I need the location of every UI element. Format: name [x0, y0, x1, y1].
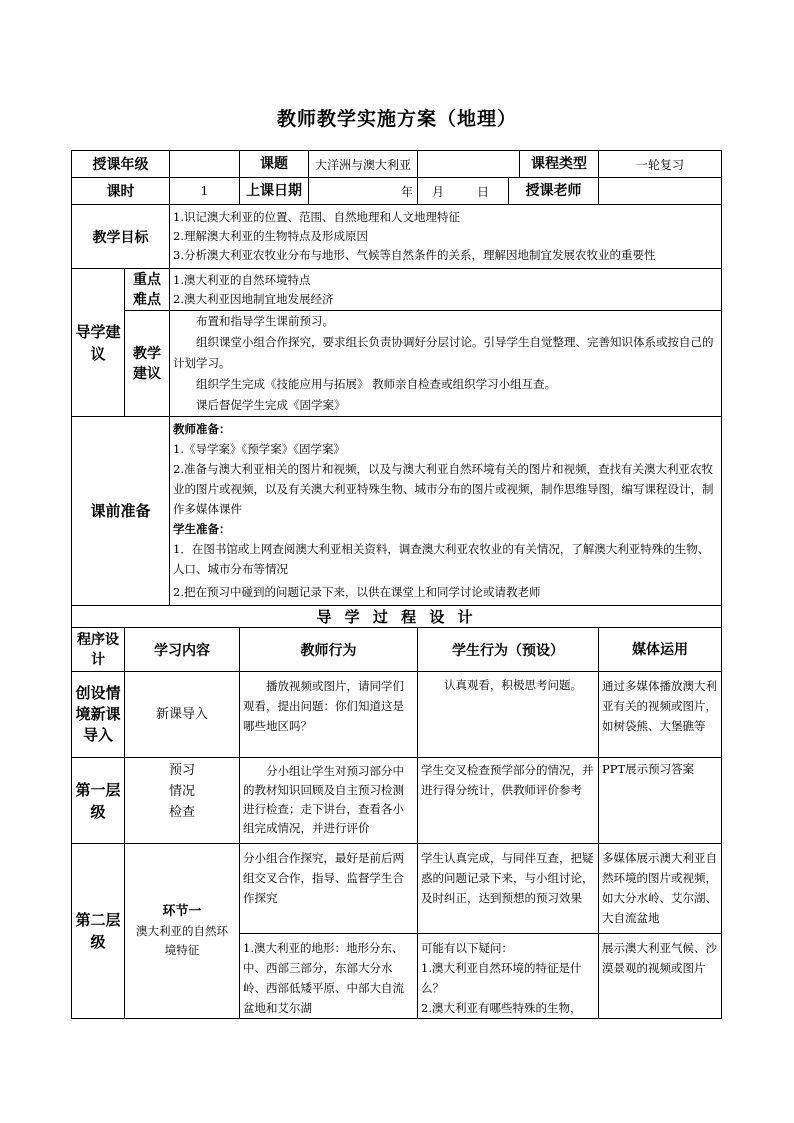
grade-value — [170, 151, 240, 178]
media-cell: 多媒体展示澳大利亚自然环境的图片或视频，如大分水岭、艾尔湖、大自流盆地 — [599, 844, 722, 934]
process-band-title: 导 学 过 程 设 计 — [72, 606, 722, 628]
program-cell: 第二层级 — [72, 844, 125, 1019]
date-month: 月 — [431, 184, 444, 199]
topic-value: 大洋洲与澳大利亚 — [314, 157, 411, 172]
info-row-2 — [72, 178, 722, 205]
teaching-item: 组织学生完成《技能应用与拓展》 教师亲自检查或组织学习小组互查。 — [196, 377, 557, 391]
date-cell — [240, 178, 418, 205]
teacher-cell: 分小组合作探究，最好是前后两组交叉合作，指导、监督学生合作探究 — [240, 844, 418, 934]
process-row-intro — [72, 672, 722, 758]
document-title: 教师教学实施方案（地理） — [276, 108, 517, 130]
preparation-content — [170, 417, 722, 606]
teacher-label: 授课老师 — [508, 178, 598, 204]
header-program: 程序设计 — [72, 628, 125, 672]
header-media: 媒体运用 — [599, 628, 722, 672]
date-year: 年 — [400, 184, 413, 199]
date-month-day-cell — [418, 178, 599, 205]
student-prep-title: 学生准备： — [173, 522, 231, 536]
process-header-row — [72, 628, 722, 672]
student-cell: 认真观看，积极思考问题。 — [418, 672, 599, 758]
period-label: 课时 — [72, 178, 170, 205]
objectives-label: 教学目标 — [72, 205, 170, 269]
teaching-suggestions-row — [72, 311, 722, 417]
date-label: 上课日期 — [240, 178, 309, 204]
topic-label: 课题 — [240, 151, 309, 177]
media-cell: 通过多媒体播放澳大利亚有关的视频或图片，如树袋熊、大堡礁等 — [599, 672, 722, 758]
header-student: 学生行为（预设） — [418, 628, 599, 672]
objective-item: 1.识记澳大利亚的位置、范围、自然地理和人文地理特征 — [173, 210, 460, 224]
key-points-row — [72, 269, 722, 311]
student-cell: 学生交叉检查预学部分的情况，并进行得分统计，供教师评价参考 — [418, 758, 599, 844]
suggestions-label: 导学建议 — [72, 269, 125, 417]
student-question-title: 可能有以下疑问： — [421, 941, 513, 955]
objectives-row — [72, 205, 722, 269]
student-cell: 学生认真完成，与同伴互查，把疑惑的问题记录下来，与小组讨论，及时纠正，达到预想的预习效果 — [418, 844, 599, 934]
info-row-1 — [72, 151, 722, 178]
process-row-level2a — [72, 844, 722, 934]
teaching-suggestions-list — [170, 311, 722, 417]
teacher-cell: 播放视频或图片，请同学们观看，提出问题：你们知道这是哪些地区吗？ — [240, 672, 418, 758]
header-teacher: 教师行为 — [240, 628, 418, 672]
media-cell: 展示澳大利亚气候、沙漠景观的视频或图片 — [599, 934, 722, 1019]
student-question: 1.澳大利亚自然环境的特征是什么？ — [421, 961, 582, 995]
preparation-row — [72, 417, 722, 606]
grade-label: 授课年级 — [72, 151, 170, 178]
teacher-prep-item: 2.准备与澳大利亚相关的图片和视频，以及与澳大利亚自然环境有关的图片和视频，查找有关澳大利亚农牧业的图片或视频，以及有关澳大利亚特殊生物、城市分布的图片或视频，制作思维导图，编写课程设计，制作多媒体课件 — [173, 462, 714, 516]
key-points-label: 重点难点 — [125, 269, 170, 311]
media-cell: PPT展示预习答案 — [599, 758, 722, 844]
program-cell: 第一层级 — [72, 758, 125, 844]
student-prep-item: 2.把在预习中碰到的问题记录下来，以供在课堂上和同学讨论或请教老师 — [173, 585, 541, 599]
type-cell — [418, 151, 599, 178]
teacher-cell: 分小组让学生对预习部分中的教材知识回顾及自主预习检测进行检查；走下讲台，查看各小组完成情况，并进行评价 — [240, 758, 418, 844]
content-cell — [125, 844, 240, 1019]
content-cell: 预习情况检查 — [125, 758, 240, 844]
teacher-prep-item: 1.《导学案》《预学案》《固学案》 — [173, 442, 345, 456]
lesson-plan-table — [71, 150, 722, 1019]
topic-cell — [240, 151, 418, 178]
process-band-row — [72, 606, 722, 628]
teacher-value — [599, 178, 722, 205]
period-value: 1 — [170, 178, 240, 205]
preparation-label: 课前准备 — [72, 417, 170, 606]
content-title: 环节一 — [162, 904, 202, 919]
key-points-list — [170, 269, 722, 311]
objectives-list — [170, 205, 722, 269]
teacher-cell: 1.澳大利亚的地形：地形分东、中、西部三部分，东部大分水岭、西部低矮平原、中部大自流盆地和艾尔湖 — [240, 934, 418, 1019]
teaching-item: 课后督促学生完成《固学案》 — [196, 398, 346, 412]
objective-item: 3.分析澳大利亚农牧业分布与地形、气候等自然条件的关系，理解因地制宜发展农牧业的重要性 — [173, 248, 656, 262]
objective-item: 2.理解澳大利亚的生物特点及形成原因 — [173, 229, 368, 243]
teacher-prep-title: 教师准备： — [173, 422, 231, 436]
student-prep-item: 1．在图书馆或上网查阅澳大利亚相关资料，调查澳大利亚农牧业的有关情况，了解澳大利亚特殊的生物、人口、城市分布等情况 — [173, 542, 710, 576]
teaching-suggestions-label: 教学建议 — [125, 311, 170, 417]
program-cell: 创设情境新课导入 — [72, 672, 125, 758]
type-label: 课程类型 — [519, 151, 598, 177]
student-question: 2.澳大利亚有哪些特殊的生物， — [421, 1001, 582, 1015]
content-text: 澳大利亚的自然环境特征 — [136, 924, 228, 957]
student-cell — [418, 934, 599, 1019]
teaching-item: 布置和指导学生课前预习。 — [196, 314, 334, 328]
type-value: 一轮复习 — [599, 151, 722, 178]
process-row-level1 — [72, 758, 722, 844]
content-cell: 新课导入 — [125, 672, 240, 758]
key-point-item: 2.澳大利亚因地制宜地发展经济 — [173, 291, 334, 306]
date-day: 日 — [476, 184, 489, 199]
teaching-item: 组织课堂小组合作探究，要求组长负责协调好分层讨论。引导学生自觉整理、完善知识体系或按自己的计划学习。 — [173, 335, 714, 370]
header-content: 学习内容 — [125, 628, 240, 672]
key-point-item: 1.澳大利亚的自然环境特点 — [173, 272, 311, 287]
